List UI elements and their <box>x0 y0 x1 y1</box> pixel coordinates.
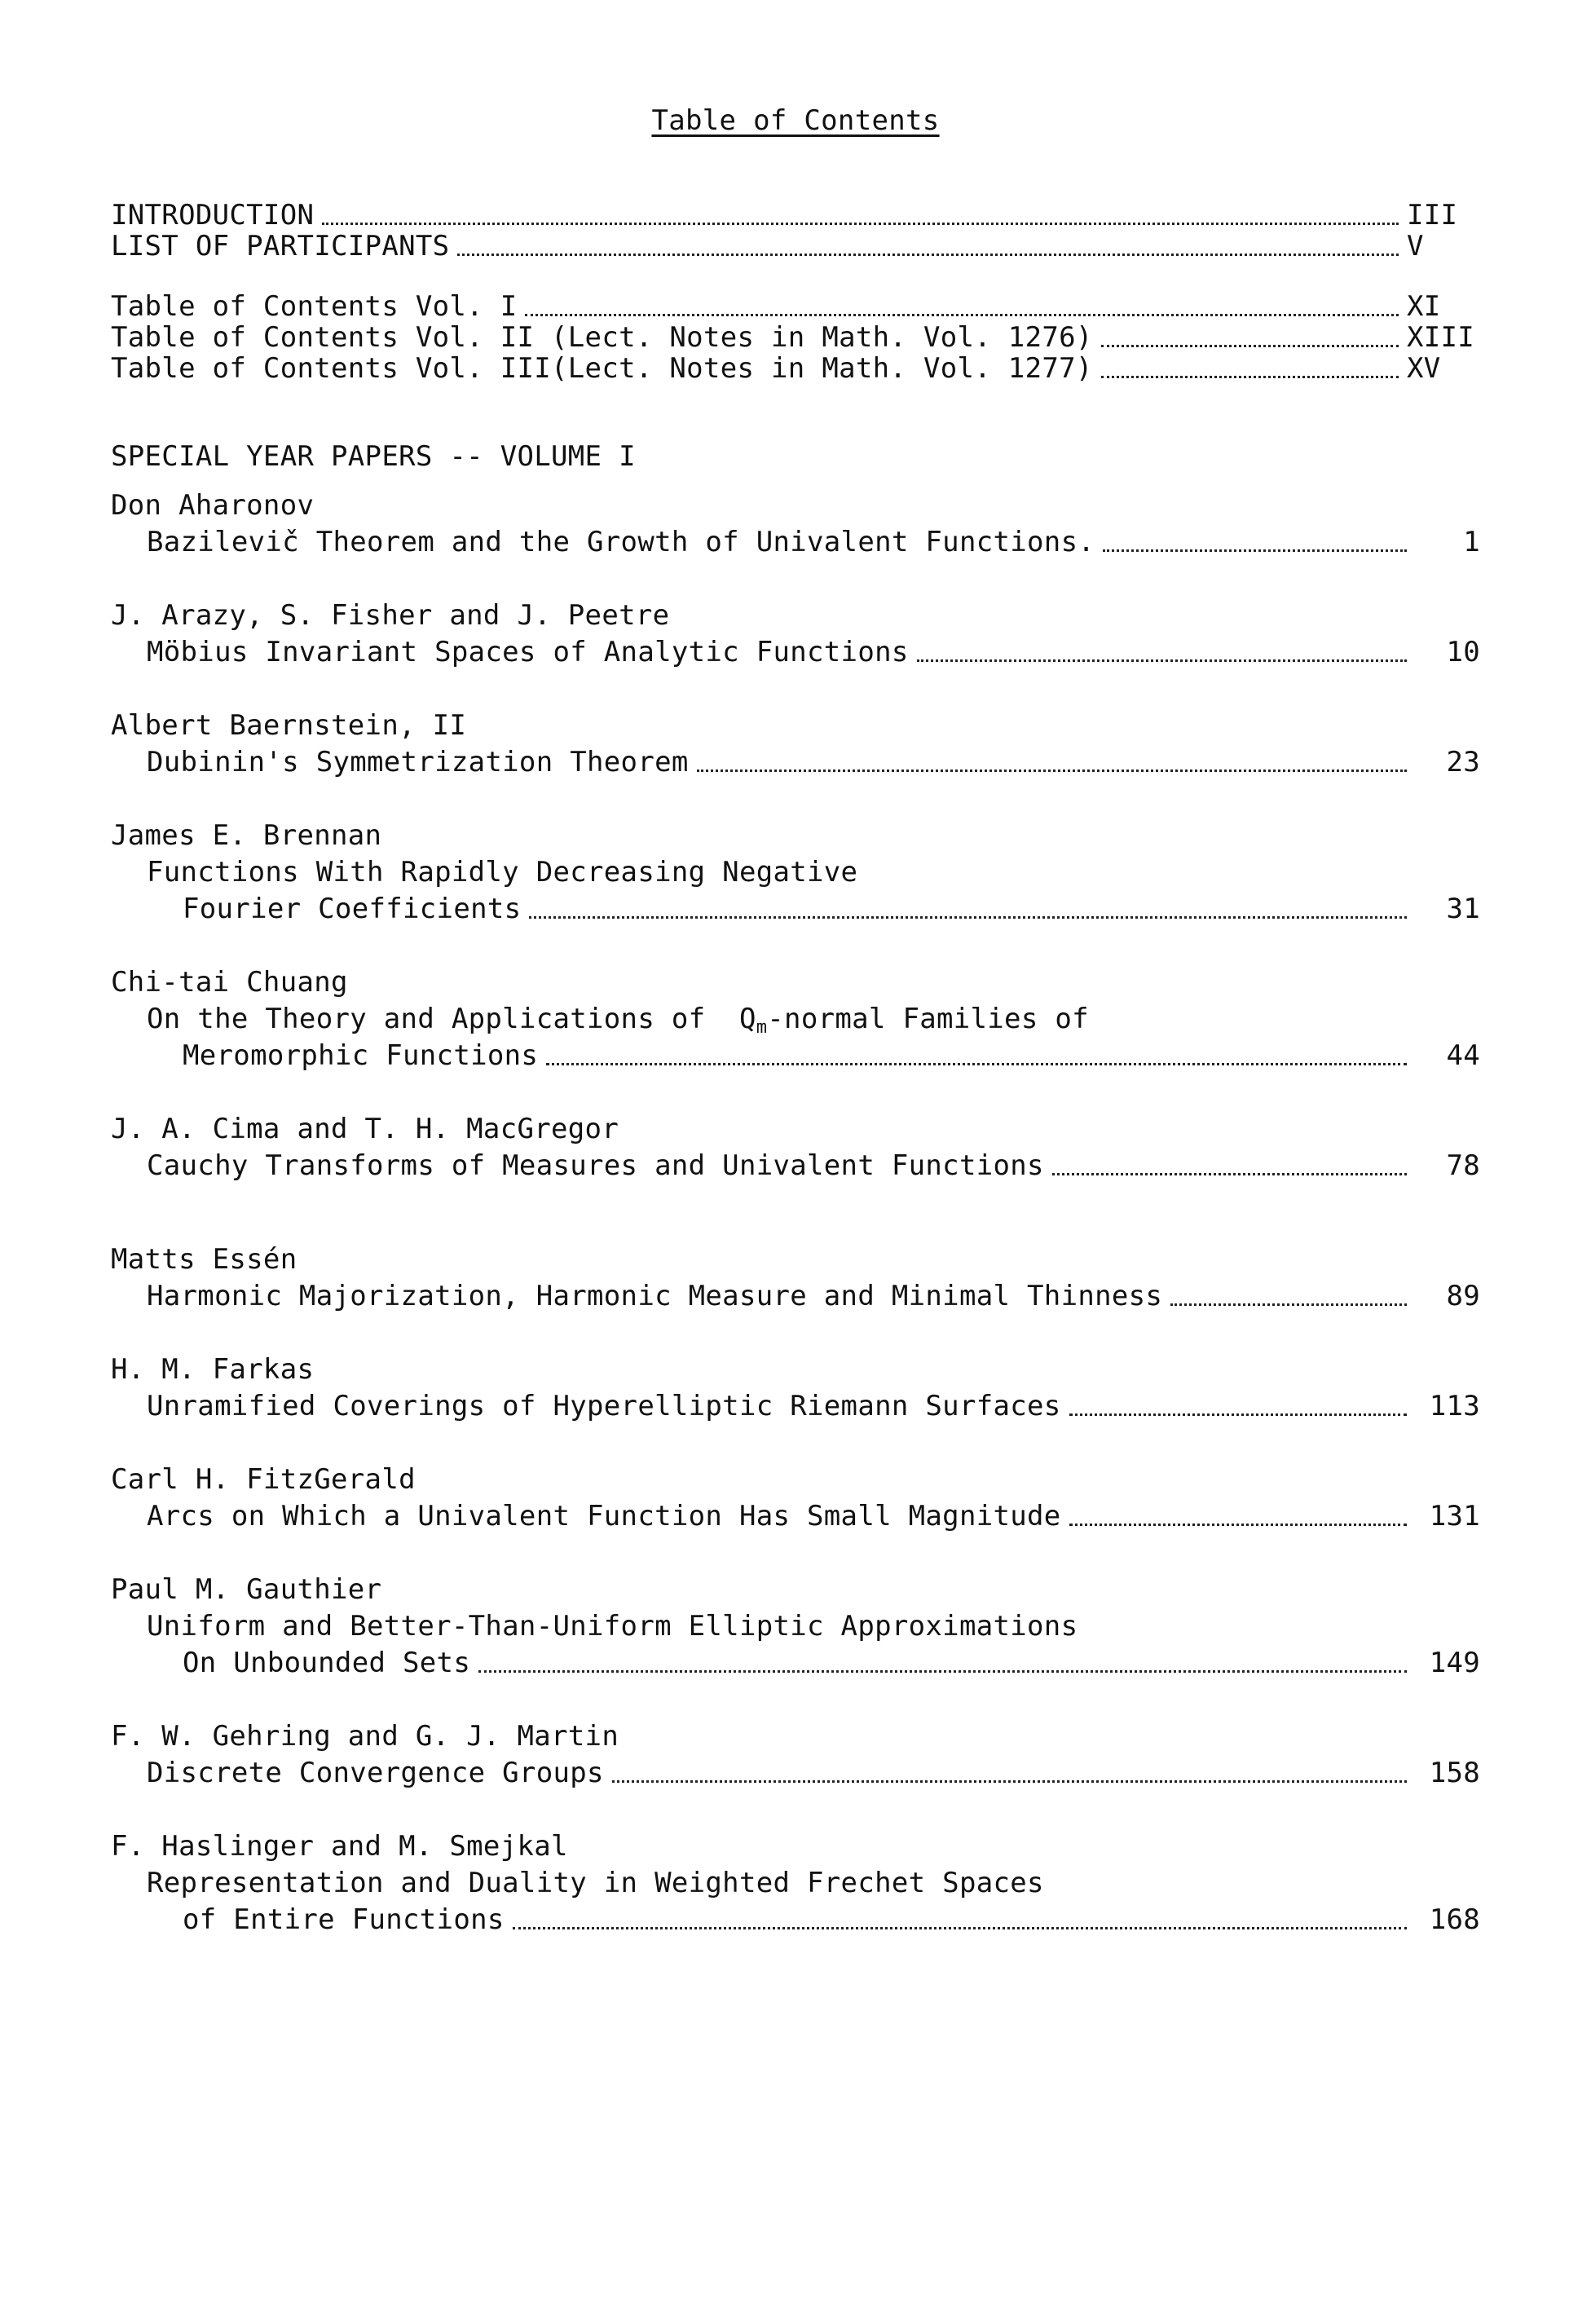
entry-title-line[interactable] <box>183 1039 1480 1072</box>
entry-authors: H. M. Farkas <box>111 1353 315 1386</box>
entry-title-line[interactable] <box>147 1280 1480 1312</box>
toc-label: Table of Contents Vol. III(Lect. Notes in Math. Vol. 1277) <box>111 352 1093 385</box>
entry-title-line[interactable] <box>183 893 1480 925</box>
math-symbol: Q <box>738 1003 756 1035</box>
page-number: 1 <box>1463 526 1480 558</box>
page-number: 89 <box>1446 1280 1480 1312</box>
entry-title: Functions With Rapidly Decreasing Negative <box>147 856 858 889</box>
dot-leader <box>1069 1413 1407 1416</box>
dot-leader <box>1069 1524 1407 1526</box>
entry-title-line[interactable] <box>147 1500 1480 1532</box>
dot-leader <box>1052 1173 1407 1175</box>
entry-title: Möbius Invariant Spaces of Analytic Functions <box>147 636 909 668</box>
toc-label: Table of Contents Vol. II (Lect. Notes in Math. Vol. 1276) <box>111 321 1093 354</box>
toc-line-vol2[interactable] <box>111 321 1480 354</box>
toc-label: INTRODUCTION <box>111 199 315 232</box>
page-number: 113 <box>1429 1390 1480 1422</box>
page-number: 168 <box>1429 1903 1480 1936</box>
toc-line-vol1[interactable] <box>111 290 1480 323</box>
entry-title: Cauchy Transforms of Measures and Univalent Functions <box>147 1149 1044 1182</box>
dot-leader <box>546 1063 1407 1065</box>
dot-leader <box>917 659 1407 662</box>
dot-leader <box>1101 376 1399 378</box>
entry-title-line[interactable] <box>147 746 1480 778</box>
entry-authors: J. A. Cima and T. H. MacGregor <box>111 1113 619 1145</box>
entry-title-line[interactable] <box>183 1647 1480 1679</box>
entry-authors: Don Aharonov <box>111 489 315 522</box>
dot-leader <box>478 1670 1407 1673</box>
entry-authors: James E. Brennan <box>111 819 382 852</box>
entry-title-cont: Fourier Coefficients <box>183 893 522 925</box>
dot-leader <box>1101 345 1399 347</box>
entry-title-line[interactable] <box>147 1149 1480 1182</box>
entry-authors: J. Arazy, S. Fisher and J. Peetre <box>111 599 670 632</box>
entry-title-cont: of Entire Functions <box>183 1903 505 1936</box>
dot-leader <box>457 254 1399 256</box>
dot-leader <box>1103 549 1407 552</box>
math-subscript: m <box>756 1017 768 1038</box>
page-number: 44 <box>1446 1039 1480 1072</box>
toc-line-introduction[interactable] <box>111 199 1480 232</box>
entry-authors: Carl H. FitzGerald <box>111 1463 416 1496</box>
entry-title: Uniform and Better-Than-Uniform Elliptic Approximations <box>147 1610 1078 1643</box>
entry-title-cont: On Unbounded Sets <box>183 1647 471 1679</box>
page-number: XV <box>1407 352 1441 385</box>
page-number: XIII <box>1407 321 1475 354</box>
page-number: 78 <box>1446 1149 1480 1182</box>
entry-title: Arcs on Which a Univalent Function Has Small Magnitude <box>147 1500 1061 1532</box>
entry-title-line[interactable] <box>147 1757 1480 1789</box>
page-number: 31 <box>1446 893 1480 925</box>
dot-leader <box>612 1780 1407 1783</box>
entry-title-line[interactable] <box>147 526 1480 558</box>
dot-leader <box>1170 1303 1407 1306</box>
entry-title-line[interactable] <box>147 636 1480 668</box>
entry-title: Harmonic Majorization, Harmonic Measure and Minimal Thinness <box>147 1280 1163 1312</box>
entry-title-part: -normal Families of <box>767 1003 1089 1035</box>
entry-title-line[interactable] <box>183 1903 1480 1936</box>
entry-title: Discrete Convergence Groups <box>147 1757 604 1789</box>
page-number: 10 <box>1446 636 1480 668</box>
dot-leader <box>322 223 1399 225</box>
entry-authors: Matts Essén <box>111 1243 297 1276</box>
entry-title: Dubinin's Symmetrization Theorem <box>147 746 689 778</box>
entry-title-cont: Meromorphic Functions <box>183 1039 539 1072</box>
page-number: XI <box>1407 290 1441 323</box>
section-heading: SPECIAL YEAR PAPERS -- VOLUME I <box>111 440 636 473</box>
entry-authors: Chi-tai Chuang <box>111 966 348 999</box>
toc-label: Table of Contents Vol. I <box>111 290 518 323</box>
page-title: Table of Contents <box>651 104 940 137</box>
entry-title: Bazilevič Theorem and the Growth of Univalent Functions. <box>147 526 1095 558</box>
entry-title-line[interactable] <box>147 1390 1480 1422</box>
page-number: 131 <box>1429 1500 1480 1532</box>
entry-title <box>147 1003 1089 1038</box>
page-number: III <box>1407 199 1458 232</box>
toc-line-participants[interactable] <box>111 230 1480 262</box>
entry-title: Representation and Duality in Weighted Frechet Spaces <box>147 1867 1044 1899</box>
toc-line-vol3[interactable] <box>111 352 1480 385</box>
page-number: 149 <box>1429 1647 1480 1679</box>
dot-leader <box>529 916 1407 919</box>
page-number: 23 <box>1446 746 1480 778</box>
page-number: 158 <box>1429 1757 1480 1789</box>
dot-leader <box>513 1927 1407 1929</box>
entry-authors: F. Haslinger and M. Smejkal <box>111 1830 568 1863</box>
entry-title-part: On the Theory and Applications of <box>147 1003 706 1035</box>
toc-label: LIST OF PARTICIPANTS <box>111 230 450 262</box>
entry-authors: F. W. Gehring and G. J. Martin <box>111 1720 619 1753</box>
entry-authors: Paul M. Gauthier <box>111 1573 382 1606</box>
dot-leader <box>697 770 1407 772</box>
entry-title: Unramified Coverings of Hyperelliptic Riemann Surfaces <box>147 1390 1061 1422</box>
page-number: V <box>1407 230 1424 262</box>
dot-leader <box>525 314 1399 316</box>
entry-authors: Albert Baernstein, II <box>111 709 467 742</box>
